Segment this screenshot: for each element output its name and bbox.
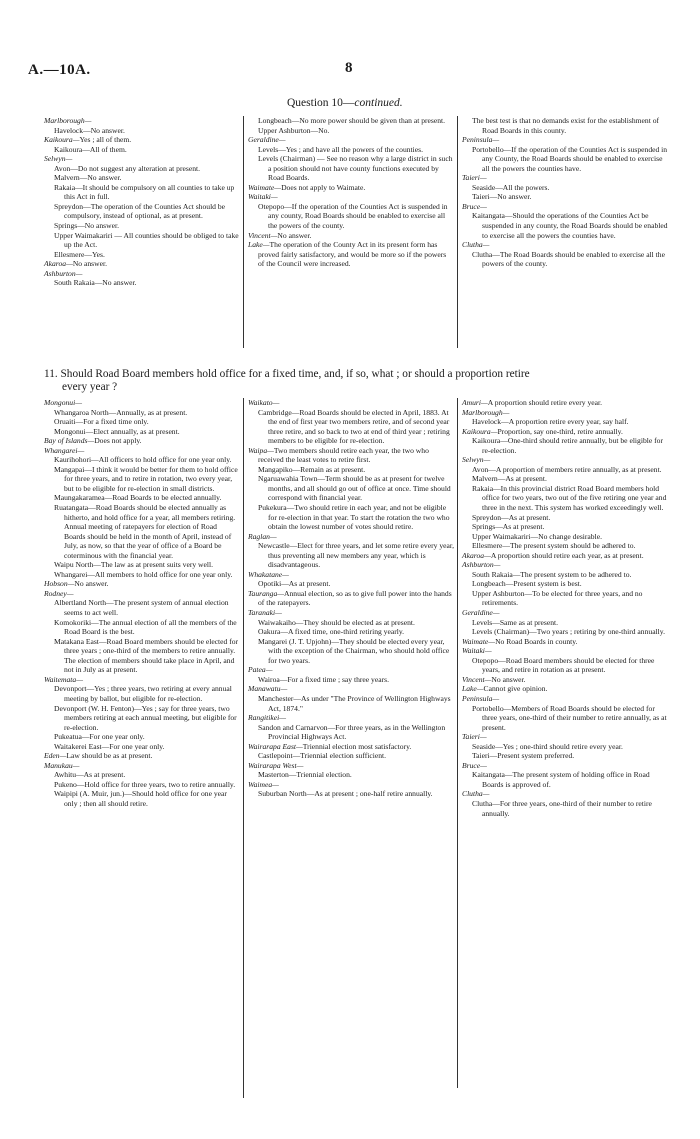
district-entry: Peninsula— bbox=[462, 135, 500, 145]
district-entry: Akaroa—A proportion should retire each year, as at present. bbox=[462, 550, 644, 560]
district-entry: Bruce— bbox=[462, 201, 487, 211]
district-entry: Waipa—Two members should retire each year, the two who received the least votes to retire first. bbox=[248, 445, 429, 465]
board-entry: Malvern—No answer. bbox=[54, 173, 122, 183]
district-entry: Bay of Islands—Does not apply. bbox=[44, 436, 142, 446]
district-entry: Tauranga—Annual election, so as to give full power into the hands of the ratepayers. bbox=[248, 588, 452, 608]
board-entry: Devonport (W. H. Fenton)—Yes ; say for three years, two members retiring at each annual meeting, but eligible for re-election. bbox=[54, 703, 237, 732]
board-entry: Seaside—All the powers. bbox=[472, 182, 550, 192]
district-entry: Taieri— bbox=[462, 732, 487, 742]
board-entry: South Rakaia—No answer. bbox=[54, 278, 137, 288]
question-11-line-1: 11. Should Road Board members hold office for a fixed time, and, if so, what ; or should a proportion retire bbox=[44, 368, 530, 380]
board-entry: Levels (Chairman)—Two years ; retiring by one-third annually. bbox=[472, 627, 665, 637]
board-entry: Spreydon—As at present. bbox=[472, 512, 551, 522]
board-entry: Kaitangata—Should the operations of the Counties Act be suspended in any county, the Road Boards should be enabled to exercise all the powers the counties have. bbox=[472, 211, 668, 240]
board-entry: Portobello—Members of Road Boards should be elected for three years, one-third of their number to retire annually, as at present. bbox=[472, 703, 667, 732]
board-entry: Avon—A proportion of members retire annually, as at present. bbox=[472, 464, 662, 474]
q11-column-2 bbox=[248, 398, 454, 799]
question-11 bbox=[44, 368, 672, 394]
page-identifier: A.—10A. bbox=[28, 62, 91, 78]
board-entry: Pukeno—Hold office for three years, two to retire annually. bbox=[54, 779, 236, 789]
board-entry: Waiwakaiho—They should be elected as at present. bbox=[258, 617, 415, 627]
board-entry: Longbeach—Present system is best. bbox=[472, 579, 582, 589]
board-entry: Kaitangata—The present system of holding office in Road Boards is approved of. bbox=[472, 770, 650, 789]
board-entry: Taieri—No answer. bbox=[472, 192, 532, 202]
heading-continued: continued. bbox=[354, 97, 403, 109]
board-entry: Otepopo—Road Board members should be elected for three years, and retire in rotation as at present. bbox=[472, 655, 655, 675]
board-entry: Kaurihohori—All officers to hold office for one year only. bbox=[54, 455, 232, 465]
district-entry: Akaroa—No answer. bbox=[44, 259, 107, 269]
board-entry: Masterton—Triennial election. bbox=[258, 770, 352, 780]
q10-column-3 bbox=[462, 116, 670, 269]
board-entry: Havelock—No answer. bbox=[54, 125, 125, 135]
board-entry: South Rakaia—The present system to be adhered to. bbox=[472, 569, 632, 579]
q11-column-1 bbox=[44, 398, 240, 809]
district-entry: Rangitikei— bbox=[248, 713, 286, 723]
board-entry: Opotiki—As at present. bbox=[258, 579, 331, 589]
board-entry: Avon—Do not suggest any alteration at present. bbox=[54, 163, 201, 173]
board-entry: Clutha—The Road Boards should be enabled to exercise all the powers of the county. bbox=[472, 249, 665, 269]
district-entry: Whakatane— bbox=[248, 569, 289, 579]
board-entry: Longbeach—No more power should be given than at present. bbox=[258, 116, 446, 125]
board-entry: Albertland North—The present system of annual election seems to act well. bbox=[54, 598, 229, 618]
board-entry: Malvern—As at present. bbox=[472, 474, 547, 484]
board-entry: Kaikoura—All of them. bbox=[54, 144, 127, 154]
board-entry: Waitakerei East—For one year only. bbox=[54, 741, 165, 751]
district-entry: Patea— bbox=[248, 665, 273, 675]
district-entry: Ashburton— bbox=[44, 268, 83, 278]
board-entry: Newcastle—Elect for three years, and let some retire every year, thus preventing all new members any year, which is disadvantageous. bbox=[258, 541, 454, 570]
board-entry: Spreydon—The operation of the Counties Act should be compulsory, instead of optional, as at present. bbox=[54, 201, 226, 221]
district-entry: Clutha— bbox=[462, 789, 490, 799]
board-entry: Otepopo—If the operation of the Counties Act is suspended in any county, Road Boards should be enabled to exercise all the powers of the county. bbox=[258, 201, 448, 231]
board-entry: Mangapai—I think it would be better for them to hold office for three years, and to retire in rotation, two every year, but to be eligible for re-election in small districts. bbox=[54, 464, 238, 493]
board-entry: Mongonui—Elect annually, as at present. bbox=[54, 426, 180, 436]
district-entry: Vincent—No answer. bbox=[462, 674, 526, 684]
board-entry: The best test is that no demands exist for the establishment of Road Boards in this county. bbox=[472, 116, 660, 135]
district-entry: Kaikoura—Proportion, say one-third, retire annually. bbox=[462, 426, 623, 436]
district-entry: Waitemata— bbox=[44, 674, 83, 684]
district-entry: Lake—Cannot give opinion. bbox=[462, 684, 548, 694]
board-entry: Ruatangata—Road Boards should be elected annually as hitherto, and hold office for a year, all members retiring. Annual meeting of ratepayers for election of Road Boards should be held in the month of April, instead of July, as now, so that the year of office of a Board be coterminous with the financial year. bbox=[54, 503, 236, 560]
q10-column-2 bbox=[248, 116, 454, 269]
board-entry: Ellesmere—The present system should be adhered to. bbox=[472, 541, 636, 551]
board-entry: Rakaia—It should be compulsory on all counties to take up this Act in full. bbox=[54, 182, 235, 202]
district-entry: Kaikoura—Yes ; all of them. bbox=[44, 135, 132, 145]
district-entry: Lake—The operation of the County Act in its present form has proved fairly satisfactory, and would be more so if the powers of the Council were increased. bbox=[248, 240, 447, 269]
board-entry: Pukekura—Two should retire in each year, and not be eligible for re-election in that year. To start the rotation the two who obtain the lowest number of votes should retire. bbox=[258, 503, 450, 532]
board-entry: Castlepoint—Triennial election sufficient. bbox=[258, 751, 387, 761]
district-entry: Mongonui— bbox=[44, 398, 82, 407]
heading-text: Question 10— bbox=[287, 97, 355, 109]
board-entry: Springs—No answer. bbox=[54, 221, 119, 231]
question-11-line-2: every year ? bbox=[62, 381, 118, 393]
board-entry: Awhitu—As at present. bbox=[54, 770, 126, 780]
board-entry: Waipipi (A. Muir, jun.)—Should hold office for one year only ; then all should retire. bbox=[54, 789, 227, 808]
district-entry: Marlborough— bbox=[462, 407, 510, 417]
board-entry: Mangapiko—Remain as at present. bbox=[258, 464, 366, 474]
board-entry: Springs—As at present. bbox=[472, 522, 545, 532]
board-entry: Suburban North—As at present ; one-half retire annually. bbox=[258, 789, 433, 799]
district-entry: Vincent—No answer. bbox=[248, 230, 312, 240]
district-entry: Geraldine— bbox=[462, 608, 500, 618]
board-entry: Upper Ashburton—To be elected for three years, and no retirements. bbox=[472, 588, 643, 608]
district-entry: Manukau— bbox=[44, 760, 80, 770]
board-entry: Taieri—Present system preferred. bbox=[472, 751, 575, 761]
board-entry: Whangarei—All members to hold office for one year only. bbox=[54, 569, 233, 579]
district-entry: Taieri— bbox=[462, 173, 487, 183]
board-entry: Cambridge—Road Boards should be elected in April, 1883. At the end of first year two members retire, and of second year three retire, and so back to two at end of third year ; retiring members to be eligible for re-election. bbox=[258, 407, 450, 446]
board-entry: Matakana East—Road Board members should be elected for three years ; one-third of the members to retire annually. The election of members should take place in April, and not in July as at present. bbox=[54, 636, 239, 675]
board-entry: Whangaroa North—Annually, as at present. bbox=[54, 407, 188, 417]
district-entry: Eden—Law should be as at present. bbox=[44, 751, 153, 761]
board-entry: Ellesmere—Yes. bbox=[54, 249, 105, 259]
district-entry: Amuri—A proportion should retire every year. bbox=[462, 398, 603, 407]
board-entry: Rakaia—In this provincial district Road Board members hold office for two years, two out of the five retiring one year and three in the next. This system has worked exceedingly well. bbox=[472, 483, 667, 513]
page-number: 8 bbox=[345, 60, 353, 76]
district-entry: Selwyn— bbox=[462, 455, 491, 465]
board-entry: Havelock—A proportion retire every year, say half. bbox=[472, 417, 629, 427]
column-rule bbox=[243, 116, 244, 348]
board-entry: Mangarei (J. T. Upjohn)—They should be elected every year, with the exception of the Chairman, who should hold office for two years. bbox=[258, 636, 450, 665]
q10-column-1 bbox=[44, 116, 240, 288]
district-entry: Geraldine— bbox=[248, 135, 286, 145]
district-entry: Whangarei— bbox=[44, 445, 85, 455]
district-entry: Peninsula— bbox=[462, 693, 500, 703]
district-entry: Manawatu— bbox=[248, 684, 288, 694]
board-entry: Manchester—As under "The Province of Wellington Highways Act, 1874." bbox=[258, 693, 451, 713]
board-entry: Pukeatua—For one year only. bbox=[54, 732, 145, 742]
district-entry: Wairarapa West— bbox=[248, 760, 304, 770]
board-entry: Upper Waimakariri — All counties should be obliged to take up the Act. bbox=[54, 230, 239, 250]
district-entry: Waimea— bbox=[248, 779, 279, 789]
board-entry: Waipu North—The law as at present suits very well. bbox=[54, 560, 214, 570]
district-entry: Waitaki— bbox=[248, 192, 278, 202]
board-entry: Devonport—Yes ; three years, two retiring at every annual meeting by ballot, but eligible for re-election. bbox=[54, 684, 232, 703]
board-entry: Komokoriki—The annual election of all the members of the Road Board is the best. bbox=[54, 617, 237, 637]
board-entry: Sandon and Carnarvon—For three years, as in the Wellington Provincial Highways Act. bbox=[258, 722, 446, 742]
district-entry: Selwyn— bbox=[44, 154, 73, 164]
board-entry: Oakura—A fixed time, one-third retiring yearly. bbox=[258, 627, 405, 637]
district-entry: Clutha— bbox=[462, 240, 490, 250]
district-entry: Wairarapa East—Triennial election most satisfactory. bbox=[248, 741, 412, 751]
question-10-heading bbox=[287, 97, 403, 109]
district-entry: Raglan— bbox=[248, 531, 277, 541]
district-entry: Taranaki— bbox=[248, 608, 282, 618]
district-entry: Rodney— bbox=[44, 588, 74, 598]
board-entry: Levels—Same as at present. bbox=[472, 617, 559, 627]
district-entry: Waimate—No Road Boards in county. bbox=[462, 636, 578, 646]
board-entry: Portobello—If the operation of the Counties Act is suspended in any County, the Road Boards should be enabled to exercise all the powers the counties have. bbox=[472, 144, 668, 173]
column-rule bbox=[457, 116, 458, 348]
column-rule bbox=[243, 398, 244, 1098]
board-entry: Upper Ashburton—No. bbox=[258, 125, 330, 135]
column-rule bbox=[457, 398, 458, 1088]
board-entry: Wairoa—For a fixed time ; say three years. bbox=[258, 674, 389, 684]
board-entry: Clutha—For three years, one-third of their number to retire annually. bbox=[472, 798, 652, 818]
board-entry: Seaside—Yes ; one-third should retire every year. bbox=[472, 741, 623, 751]
board-entry: Oruaiti—For a fixed time only. bbox=[54, 417, 149, 427]
board-entry: Upper Waimakariri—No change desirable. bbox=[472, 531, 602, 541]
district-entry: Waikato— bbox=[248, 398, 280, 407]
district-entry: Marlborough— bbox=[44, 116, 92, 125]
q11-column-3 bbox=[462, 398, 670, 818]
district-entry: Waimate—Does not apply to Waimate. bbox=[248, 182, 366, 192]
district-entry: Waitaki— bbox=[462, 646, 492, 656]
district-entry: Hobson—No answer. bbox=[44, 579, 109, 589]
district-entry: Ashburton— bbox=[462, 560, 501, 570]
board-entry: Levels—Yes ; and have all the powers of the counties. bbox=[258, 144, 423, 154]
district-entry: Bruce— bbox=[462, 760, 487, 770]
board-entry: Maungakaramea—Road Boards to be elected annually. bbox=[54, 493, 222, 503]
board-entry: Kaikoura—One-third should retire annually, but be eligible for re-election. bbox=[472, 436, 663, 455]
board-entry: Levels (Chairman) — See no reason why a large district in such a position should not have county functions executed by Road Boards. bbox=[258, 154, 453, 183]
board-entry: Ngaruawahia Town—Term should be as at present for twelve months, and all should go out of office at once. Time should correspond with financial year. bbox=[258, 474, 451, 503]
